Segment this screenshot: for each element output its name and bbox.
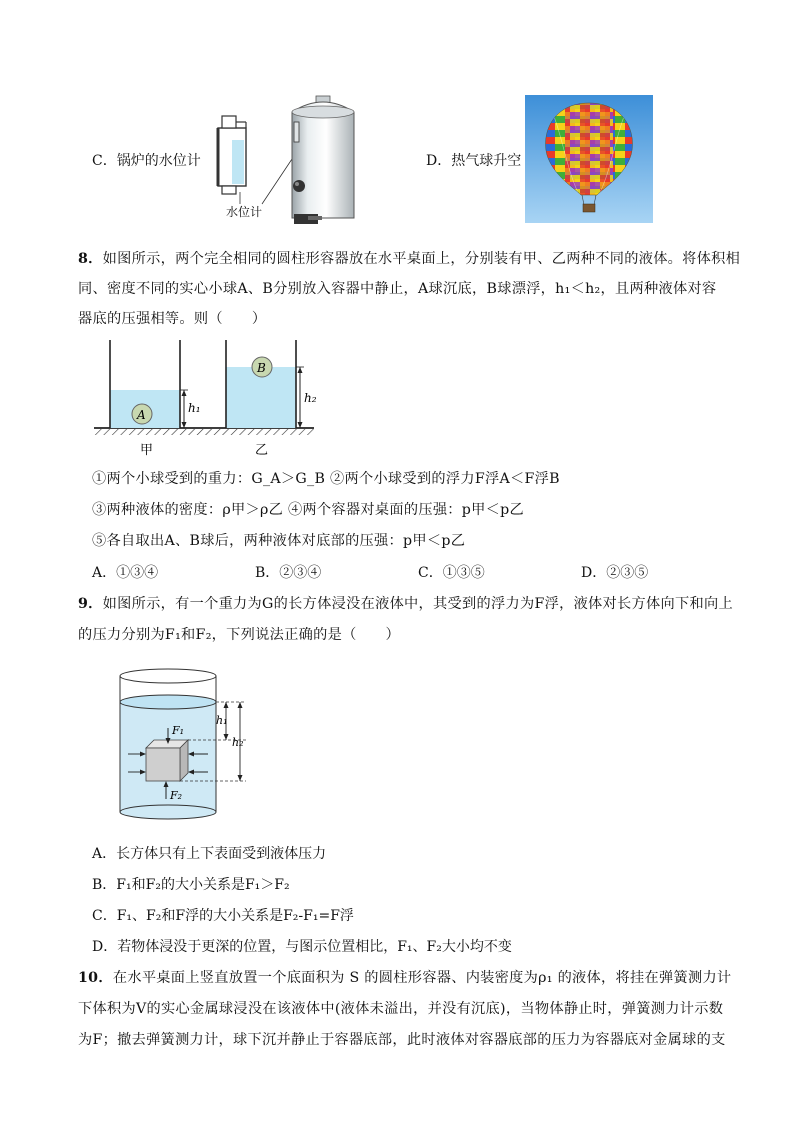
q8-stem-line1 (78, 248, 740, 268)
q9-stem-line1 (78, 593, 733, 613)
h1-dim-label: h₁ (216, 714, 228, 727)
h1-label: h₁ (188, 401, 201, 415)
q7-option-c: C．锅炉的水位计 (92, 153, 201, 169)
hot-air-balloon-image (525, 95, 653, 223)
q8-statement-line3: ⑤各自取出A、B球后，两种液体对底部的压强：p甲＜p乙 (92, 533, 466, 549)
q8-stem-line3: 器底的压强相等。则（ ） (78, 311, 267, 327)
q8-stem-text1: 如图所示，两个完全相同的圆柱形容器放在水平桌面上，分别装有甲、乙两种不同的液体。将体积相 (102, 251, 741, 267)
q10-stem-line1 (78, 967, 731, 987)
q9-option-a: A．长方体只有上下表面受到液体压力 (92, 846, 327, 862)
label-jia: 甲 (140, 443, 154, 458)
q8-option-a: A．①③④ (92, 565, 159, 581)
ball-b-label: B (257, 361, 266, 375)
label-yi: 乙 (255, 443, 269, 458)
q9-stem-line2: 的压力分别为F₁和F₂，下列说法正确的是（ ） (78, 627, 401, 643)
q9-option-b: B．F₁和F₂的大小关系是F₁＞F₂ (92, 877, 290, 893)
q10-number: 10． (78, 970, 113, 986)
q10-stem-line3: 为F；撤去弹簧测力计，球下沉并静止于容器底部，此时液体对容器底部的压力为容器底对金属球的支 (78, 1032, 726, 1048)
f2-label: F₂ (170, 789, 183, 802)
q8-option-d: D．②③⑤ (581, 565, 649, 581)
q7-option-d: D．热气球升空 (426, 153, 522, 169)
q8-number: 8． (78, 251, 103, 267)
q8-option-b: B．②③④ (255, 565, 322, 581)
q9-number: 9． (78, 596, 103, 612)
ball-a-label: A (137, 408, 146, 422)
q8-option-c: C．①③⑤ (418, 565, 485, 581)
h2-dim-label: h₂ (232, 736, 244, 749)
q10-stem-text1: 在水平桌面上竖直放置一个底面积为 S 的圆柱形容器、内装密度为ρ₁ 的液体，将挂在弹簧测力计 (112, 970, 732, 986)
q8-stem-line2: 同、密度不同的实心小球A、B分别放入容器中静止，A球沉底，B球漂浮，h₁＜h₂，且两种液体对容 (78, 281, 717, 297)
boiler-caption: 水位计 (226, 205, 263, 219)
q9-option-c: C．F₁、F₂和F浮的大小关系是F₂-F₁=F浮 (92, 908, 354, 924)
q8-statement-line1: ①两个小球受到的重力：G_A＞G_B ②两个小球受到的浮力F浮A＜F浮B (92, 471, 560, 487)
q10-stem-line2: 下体积为V的实心金属球浸没在该液体中(液体未溢出，并没有沉底)，当物体静止时，弹簧测力计示数 (78, 1001, 724, 1017)
f1-label: F₁ (172, 724, 185, 737)
q8-containers-figure (92, 336, 317, 464)
q8-statement-line2: ③两种液体的密度：ρ甲＞ρ乙 ④两个容器对桌面的压强：p甲＜p乙 (92, 502, 525, 518)
h2-label: h₂ (304, 391, 317, 405)
q9-cylinder-figure (112, 658, 262, 828)
q9-stem-text1: 如图所示，有一个重力为G的长方体浸没在液体中，其受到的浮力为F浮，液体对长方体向下和向上 (102, 596, 733, 612)
q9-option-d: D．若物体浸没于更深的位置，与图示位置相比，F₁、F₂大小均不变 (92, 939, 512, 955)
boiler-figure (210, 92, 360, 232)
